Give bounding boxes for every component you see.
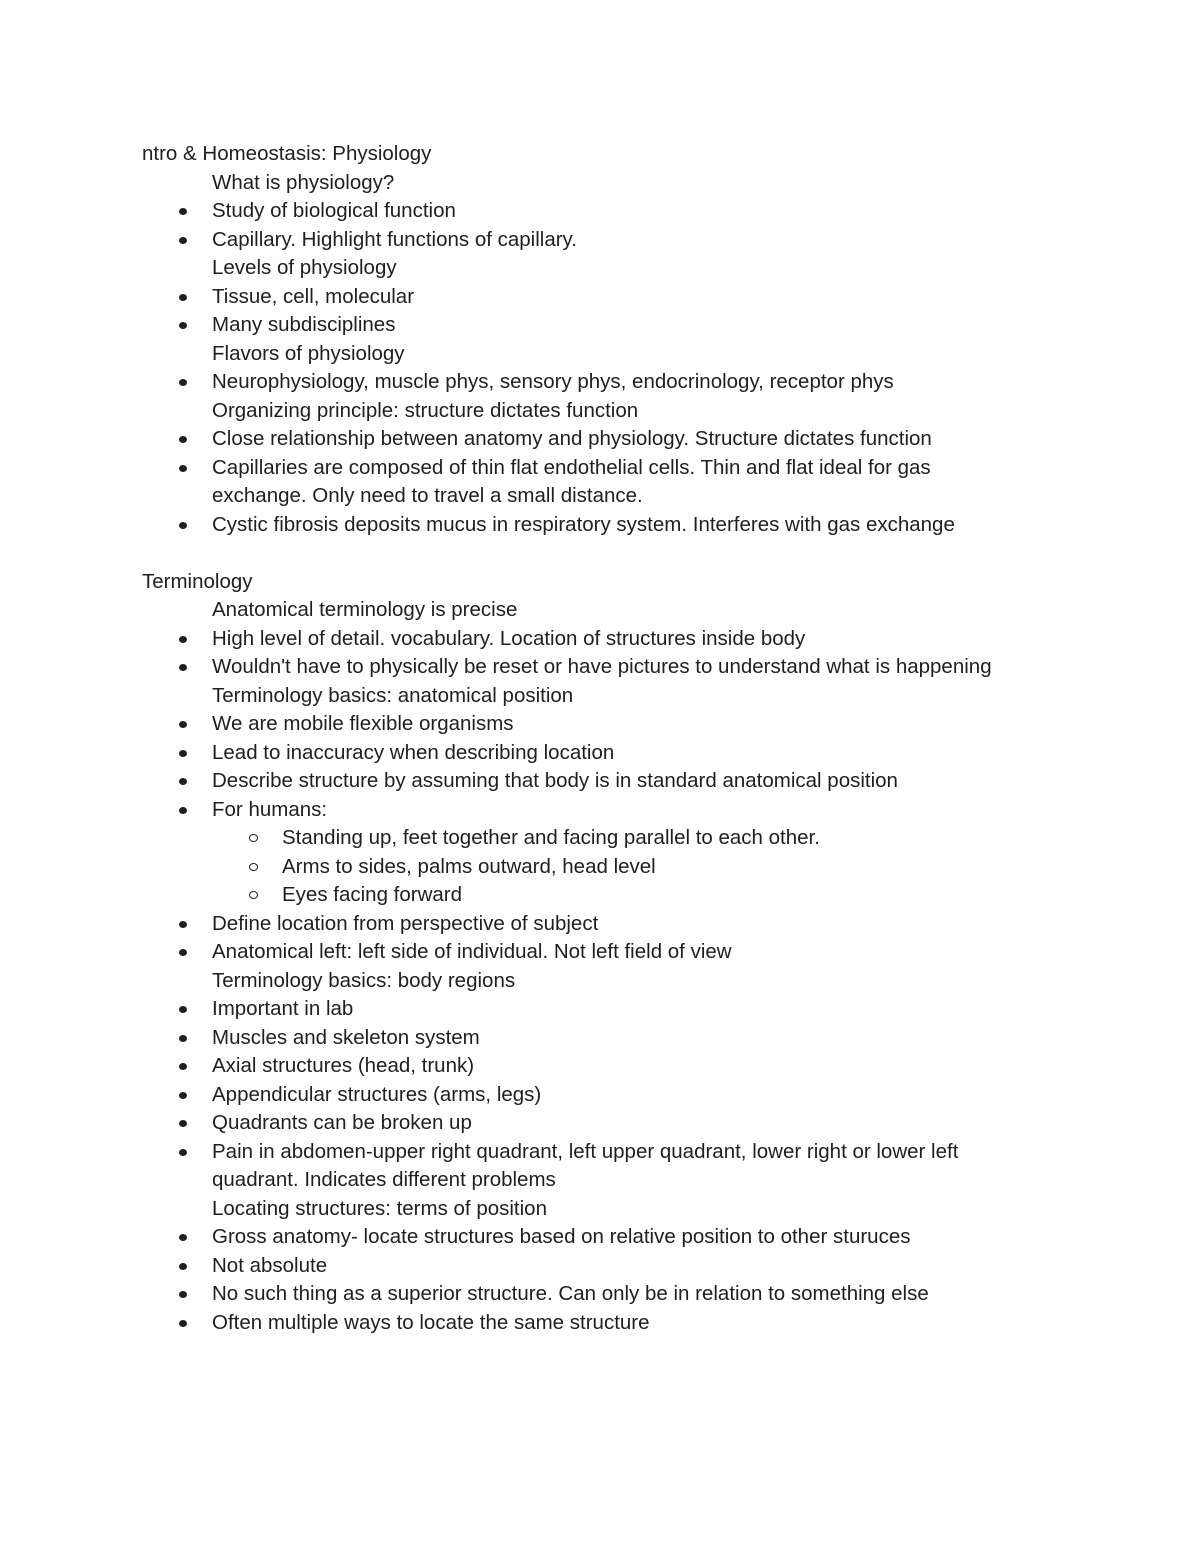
bullet-item — [142, 368, 1062, 397]
bullet-dot-icon — [179, 522, 187, 529]
line-text: Quadrants can be broken up — [212, 1111, 472, 1134]
bullet-dot-icon — [179, 322, 187, 329]
bullet-continuation — [142, 1166, 1062, 1195]
line-text: Terminology basics: body regions — [212, 968, 516, 992]
line-text: Anatomical terminology is precise — [212, 598, 518, 621]
bullet-item — [142, 625, 1062, 654]
line-text: Capillaries are composed of thin flat endothelial cells. Thin and flat ideal for gas — [212, 455, 931, 479]
blank-line — [142, 539, 1062, 568]
line-text: What is physiology? — [212, 170, 395, 194]
bullet-item — [142, 1024, 1062, 1053]
bullet-dot-icon — [179, 636, 187, 643]
line-text: exchange. Only need to travel a small distance. — [212, 484, 643, 507]
bullet-item — [142, 511, 1062, 540]
bullet-item — [142, 425, 1062, 454]
bullet-item — [142, 1280, 1062, 1309]
bullet-dot-icon — [179, 1149, 187, 1156]
bullet-item — [142, 995, 1062, 1024]
line-text: Locating structures: terms of position — [212, 1196, 547, 1220]
bullet-item — [142, 1052, 1062, 1081]
bullet-continuation — [142, 482, 1062, 511]
line-text: Eyes facing forward — [282, 883, 463, 906]
bullet-dot-icon — [179, 721, 187, 728]
line-text: Pain in abdomen-upper right quadrant, left upper quadrant, lower right or lower left — [212, 1139, 959, 1163]
bullet-dot-icon — [179, 1263, 187, 1270]
bullet-dot-icon — [179, 750, 187, 757]
line-text: Define location from perspective of subject — [212, 911, 599, 935]
bullet-dot-icon — [179, 1120, 187, 1127]
line-text: Capillary. Highlight functions of capillary. — [212, 227, 577, 251]
bullet-dot-icon — [179, 1092, 187, 1099]
subheading-line — [142, 1195, 1062, 1224]
bullet-dot-icon — [179, 1063, 187, 1070]
sub-bullet-item — [142, 853, 1062, 882]
line-text: Standing up, feet together and facing parallel to each other. — [282, 826, 820, 849]
bullet-item — [142, 739, 1062, 768]
bullet-dot-icon — [179, 208, 187, 215]
line-text: Anatomical left: left side of individual. Not left field of view — [212, 940, 732, 963]
bullet-item — [142, 226, 1062, 255]
line-text: Tissue, cell, molecular — [212, 284, 415, 308]
line-text: Important in lab — [212, 997, 354, 1020]
section-heading: Terminology — [142, 569, 253, 593]
line-text: Gross anatomy- locate structures based on relative position to other sturuces — [212, 1225, 911, 1248]
bullet-item — [142, 454, 1062, 483]
line-text: Not absolute — [212, 1253, 328, 1277]
bullet-dot-icon — [179, 294, 187, 301]
bullet-dot-icon — [179, 1234, 187, 1241]
bullet-dot-icon — [179, 436, 187, 443]
subheading-line — [142, 967, 1062, 996]
line-text: Lead to inaccuracy when describing location — [212, 740, 615, 764]
bullet-circle-icon — [249, 863, 258, 871]
bullet-item — [142, 1252, 1062, 1281]
subheading-line — [142, 340, 1062, 369]
bullet-dot-icon — [179, 921, 187, 928]
line-text: Muscles and skeleton system — [212, 1025, 480, 1049]
subheading-line — [142, 254, 1062, 283]
bullet-item — [142, 1309, 1062, 1338]
document-body — [142, 140, 1062, 1337]
bullet-item — [142, 1109, 1062, 1138]
bullet-dot-icon — [179, 1006, 187, 1013]
line-text: High level of detail. vocabulary. Location of structures inside body — [212, 626, 806, 650]
bullet-dot-icon — [179, 1320, 187, 1327]
subheading-line — [142, 169, 1062, 198]
line-text: Arms to sides, palms outward, head level — [282, 854, 656, 878]
subheading-line — [142, 397, 1062, 426]
bullet-item — [142, 283, 1062, 312]
section-heading: ntro & Homeostasis: Physiology — [142, 142, 432, 165]
line-text: Study of biological function — [212, 199, 456, 222]
bullet-item — [142, 938, 1062, 967]
line-text: Axial structures (head, trunk) — [212, 1054, 475, 1077]
sub-bullet-item — [142, 824, 1062, 853]
bullet-dot-icon — [179, 379, 187, 386]
line-text: Flavors of physiology — [212, 341, 405, 365]
bullet-dot-icon — [179, 949, 187, 956]
line-text: No such thing as a superior structure. Can only be in relation to something else — [212, 1282, 929, 1305]
bullet-circle-icon — [249, 834, 258, 842]
bullet-item — [142, 1138, 1062, 1167]
bullet-dot-icon — [179, 778, 187, 785]
line-text: We are mobile flexible organisms — [212, 712, 514, 735]
line-text: Appendicular structures (arms, legs) — [212, 1082, 542, 1106]
bullet-item — [142, 1081, 1062, 1110]
bullet-item — [142, 653, 1062, 682]
line-text: Often multiple ways to locate the same structure — [212, 1310, 650, 1334]
line-text: For humans: — [212, 797, 328, 821]
bullet-dot-icon — [179, 807, 187, 814]
bullet-dot-icon — [179, 1291, 187, 1298]
line-text: Terminology basics: anatomical position — [212, 683, 574, 707]
line-text: Cystic fibrosis deposits mucus in respiratory system. Interferes with gas exchange — [212, 512, 955, 536]
bullet-circle-icon — [249, 891, 258, 899]
subheading-line — [142, 682, 1062, 711]
bullet-dot-icon — [179, 237, 187, 244]
bullet-dot-icon — [179, 465, 187, 472]
bullet-item — [142, 197, 1062, 226]
bullet-item — [142, 710, 1062, 739]
bullet-item — [142, 767, 1062, 796]
bullet-item — [142, 910, 1062, 939]
bullet-item — [142, 796, 1062, 825]
line-text: Describe structure by assuming that body is in standard anatomical position — [212, 769, 898, 792]
sub-bullet-item — [142, 881, 1062, 910]
line-text: Levels of physiology — [212, 256, 397, 279]
subheading-line — [142, 596, 1062, 625]
bullet-dot-icon — [179, 1035, 187, 1042]
bullet-dot-icon — [179, 664, 187, 671]
line-text: Close relationship between anatomy and physiology. Structure dictates function — [212, 427, 932, 450]
line-text: Many subdisciplines — [212, 313, 396, 336]
line-text: Organizing principle: structure dictates function — [212, 398, 639, 422]
line-text: quadrant. Indicates different problems — [212, 1168, 556, 1191]
line-text: Neurophysiology, muscle phys, sensory phys, endocrinology, receptor phys — [212, 370, 894, 393]
bullet-item — [142, 311, 1062, 340]
line-text: Wouldn't have to physically be reset or have pictures to understand what is happening — [212, 655, 992, 678]
bullet-item — [142, 1223, 1062, 1252]
